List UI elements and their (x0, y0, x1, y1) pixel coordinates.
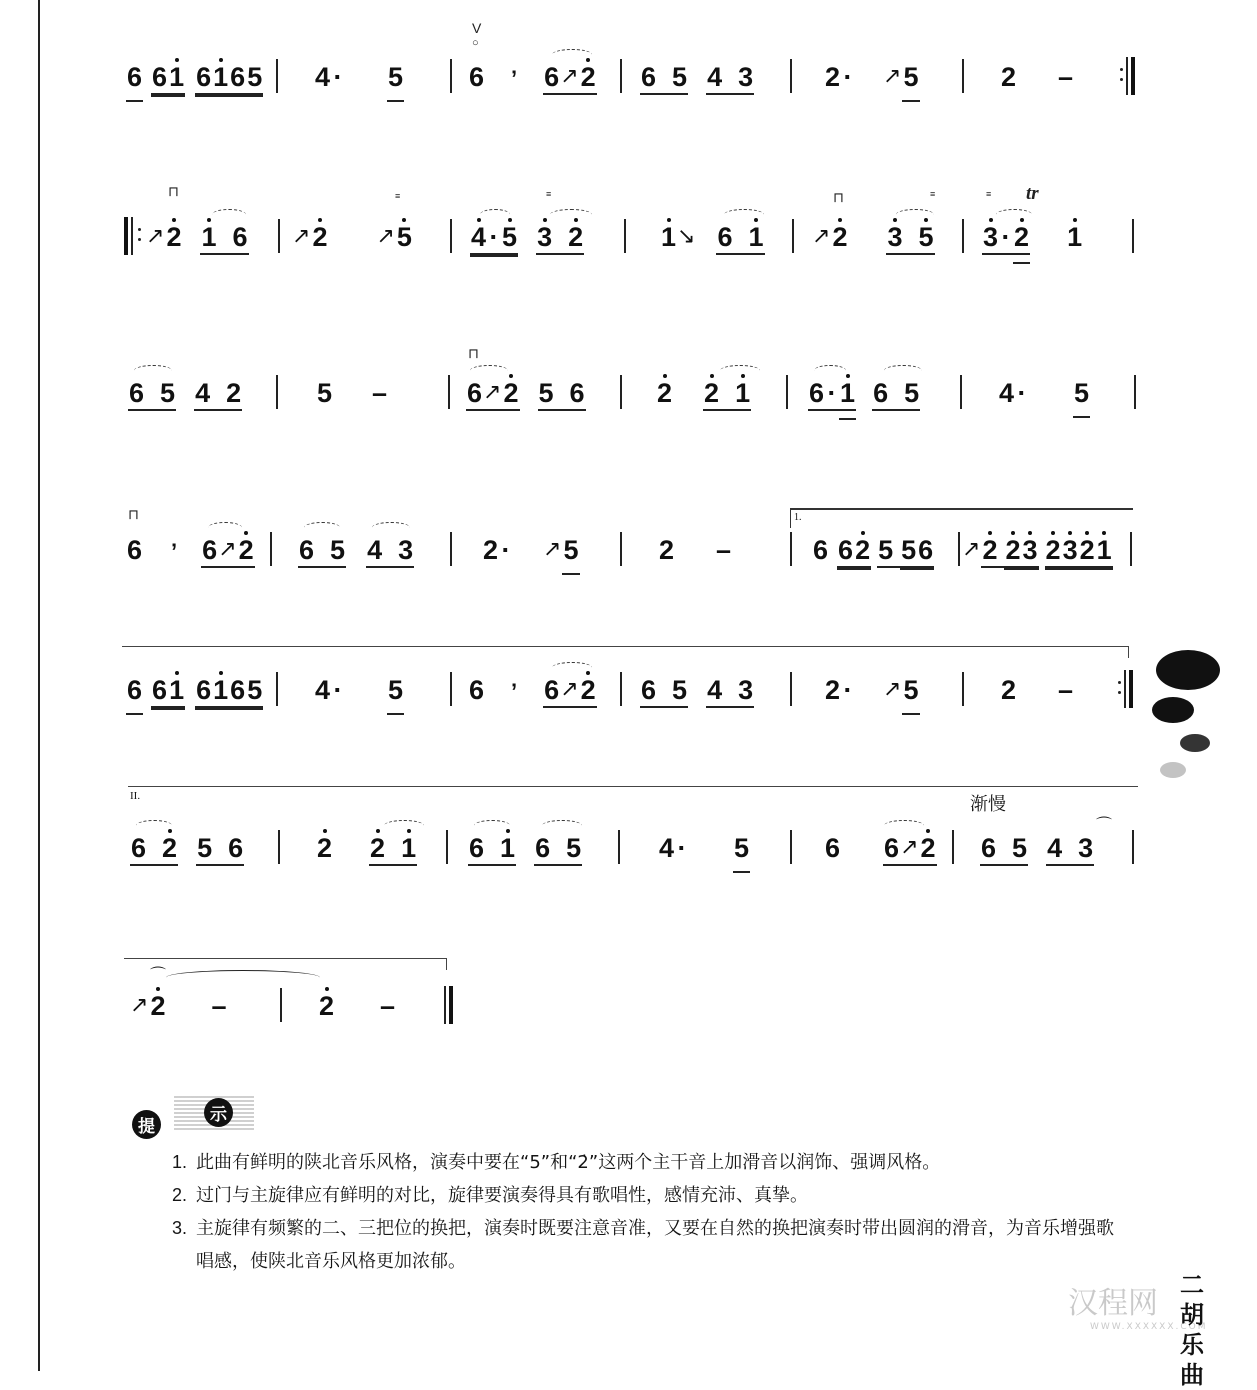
measure-12: 3 · 2 1 (982, 215, 1083, 259)
barline (450, 672, 452, 706)
barline (952, 830, 954, 864)
slur (136, 820, 172, 831)
barline (960, 375, 962, 409)
score-row-5 (0, 668, 1257, 728)
measure-24: ↗2 23 2321 (962, 528, 1113, 572)
barline (1134, 375, 1136, 409)
badge-char-1: 提 (132, 1110, 161, 1139)
barline (276, 59, 278, 93)
finger-mark: ≡ (546, 189, 552, 199)
measure-19: 6 ’ 6↗2 (126, 528, 255, 572)
score-row-2 (0, 183, 1257, 275)
slur (372, 522, 410, 533)
barline (786, 375, 788, 409)
tip-number: 2. (172, 1185, 188, 1205)
score-row-4 (0, 506, 1257, 588)
measure-33: 6 1 6 5 (468, 826, 582, 870)
final-barline (444, 986, 453, 1024)
measure-35: 6 6↗2 (824, 826, 937, 870)
measure-11: ↗2 3 5 (812, 215, 935, 259)
tips-badge (132, 1096, 257, 1136)
badge-char-2: 示 (204, 1098, 233, 1127)
fermata-icon: ⌒ (150, 967, 167, 984)
trill-mark: tr (1026, 183, 1039, 204)
barline (790, 532, 792, 566)
measure-37: ↗2 – (130, 984, 228, 1028)
tips-list (170, 1146, 1130, 1278)
score-row-6 (0, 817, 1257, 886)
measure-7: ↗2 1 6 (146, 215, 249, 259)
barline (276, 672, 278, 706)
measure-26: 4 · 5 (314, 668, 404, 712)
watermark-url: WWW.XXXXXX.COM (1090, 1322, 1208, 1332)
volta-2-line (128, 786, 1138, 787)
decorative-dot-large (1156, 650, 1220, 690)
measure-8: ↗2 ↗5 (292, 215, 413, 259)
measure-6: 2 – (1001, 62, 1074, 92)
slur (552, 49, 592, 60)
measure-34: 4 · 5 (658, 826, 750, 870)
barline (1132, 830, 1134, 864)
volta-end-tick (446, 958, 447, 970)
measure-25: 6 61 6165 (126, 668, 263, 712)
score-row-1 (0, 20, 1257, 115)
barline (446, 830, 448, 864)
slur (720, 365, 760, 376)
slur (884, 820, 924, 831)
bow-down-mark: ⊓ (468, 345, 479, 361)
barline (962, 219, 964, 253)
measure-22: 2 – (659, 535, 732, 565)
measure-5: 2 · ↗5 (824, 55, 920, 99)
slur (480, 209, 510, 220)
barline (1132, 219, 1134, 253)
barline (620, 59, 622, 93)
barline (620, 532, 622, 566)
measure-32: 2 2 1 (316, 826, 417, 870)
slur (550, 209, 592, 220)
barline (1130, 532, 1132, 566)
barline (280, 988, 282, 1022)
barline (624, 219, 626, 253)
tip-text: 此曲有鲜明的陕北音乐风格，演奏中要在“5”和“2̇”这两个主干音上加滑音以润饰、强调风格。 (196, 1152, 941, 1173)
finger-mark: ≡ (986, 189, 992, 199)
score-row-7 (0, 984, 1257, 1044)
measure-4: 6 5 4 3 (640, 55, 754, 99)
barline (448, 375, 450, 409)
barline (278, 830, 280, 864)
finger-mark: ≡ (930, 189, 936, 199)
barline (792, 219, 794, 253)
measure-3: 6 ’ 6↗2 (468, 55, 597, 99)
decorative-dot-tiny (1160, 762, 1186, 778)
volta-bracket-1: 1. (790, 508, 1133, 528)
measure-27: 6 ’ 6↗2 (468, 668, 597, 712)
tip-text: 主旋律有频繁的二、三把位的换把，演奏时既要注意音准，又要在自然的换把演奏时带出圆润的滑音，为音乐增强歌唱感，使陕北音乐风格更加浓郁。 (196, 1218, 1114, 1272)
measure-36: 6 5 4 3 (980, 826, 1094, 870)
barline (450, 219, 452, 253)
slur (470, 365, 508, 376)
tip-text: 过门与主旋律应有鲜明的对比，旋律要演奏得具有歌唱性，感情充沛、真挚。 (196, 1185, 808, 1206)
slur (896, 209, 934, 220)
measure-1: 6 61 6165 (126, 55, 263, 99)
tip-item-1 (170, 1146, 1130, 1179)
slur (542, 820, 582, 831)
volta-2-label: II. (130, 790, 141, 802)
tip-item-3 (170, 1212, 1130, 1278)
measure-2: 4 · 5 (314, 55, 404, 99)
measure-20: 6 5 4 3 (298, 528, 414, 572)
measure-14: 5 – (317, 378, 388, 408)
slur (814, 365, 846, 376)
measure-9: 4 · 5 3 2 (470, 215, 584, 259)
tip-number: 1. (172, 1152, 188, 1172)
slur (552, 662, 592, 673)
barline (450, 532, 452, 566)
measure-16: 2 2 1 (656, 371, 751, 415)
barline (962, 672, 964, 706)
barline (276, 375, 278, 409)
measure-10: 1↘ 6 1 (660, 215, 765, 259)
measure-28: 6 5 4 3 (640, 668, 754, 712)
measure-21: 2 · ↗5 (482, 528, 580, 572)
measure-18: 4 · 5 (998, 371, 1090, 415)
slur (474, 820, 510, 831)
measure-17: 6 · 1 6 5 (808, 371, 920, 415)
decorative-dot-small (1180, 734, 1210, 752)
watermark-logo-text: 汉程网 (1068, 1286, 1158, 1321)
decorative-dot-medium (1152, 697, 1194, 723)
bow-down-mark: ⊓ (168, 183, 179, 199)
barline (270, 532, 272, 566)
barline (278, 219, 280, 253)
bow-down-mark: ⊓ (833, 189, 844, 205)
measure-13: 6 5 4 2 (128, 371, 242, 415)
barline (620, 672, 622, 706)
barline (620, 375, 622, 409)
measure-29: 2 · ↗5 (824, 668, 920, 712)
slur (208, 522, 242, 533)
side-chapter-title: 二胡乐曲 (1180, 1271, 1204, 1389)
slur (996, 209, 1032, 220)
finger-mark: ≡ (395, 191, 401, 201)
slur (384, 820, 424, 831)
barline (450, 59, 452, 93)
tempo-marking: 渐慢 (970, 794, 1006, 815)
barline (958, 532, 960, 566)
tip-number: 3. (172, 1218, 188, 1238)
bow-up-mark: V (472, 20, 482, 36)
fermata-icon: ⌒ (1096, 817, 1113, 834)
measure-30: 2 – (1001, 675, 1074, 705)
tie (166, 970, 320, 985)
harmonic-mark: ○ (472, 37, 479, 49)
volta-end-tick (1128, 646, 1129, 658)
measure-23: 6 62 5 56 (812, 528, 934, 572)
slur (884, 365, 922, 376)
barline (790, 672, 792, 706)
barline (790, 830, 792, 864)
measure-31: 6 2 5 6 (130, 826, 244, 870)
measure-38: 2 – (318, 984, 396, 1028)
slur (134, 365, 172, 376)
slur (212, 209, 246, 220)
slur (724, 209, 764, 220)
measure-15: 6↗2 5 6 (466, 371, 586, 415)
tip-item-2 (170, 1179, 1130, 1212)
bow-down-mark: ⊓ (128, 506, 139, 522)
volta-continuation-line (122, 646, 1128, 647)
slur (304, 522, 340, 533)
barline (962, 59, 964, 93)
volta-end-line (124, 958, 446, 959)
score-row-3 (0, 345, 1257, 431)
barline (618, 830, 620, 864)
barline (790, 59, 792, 93)
